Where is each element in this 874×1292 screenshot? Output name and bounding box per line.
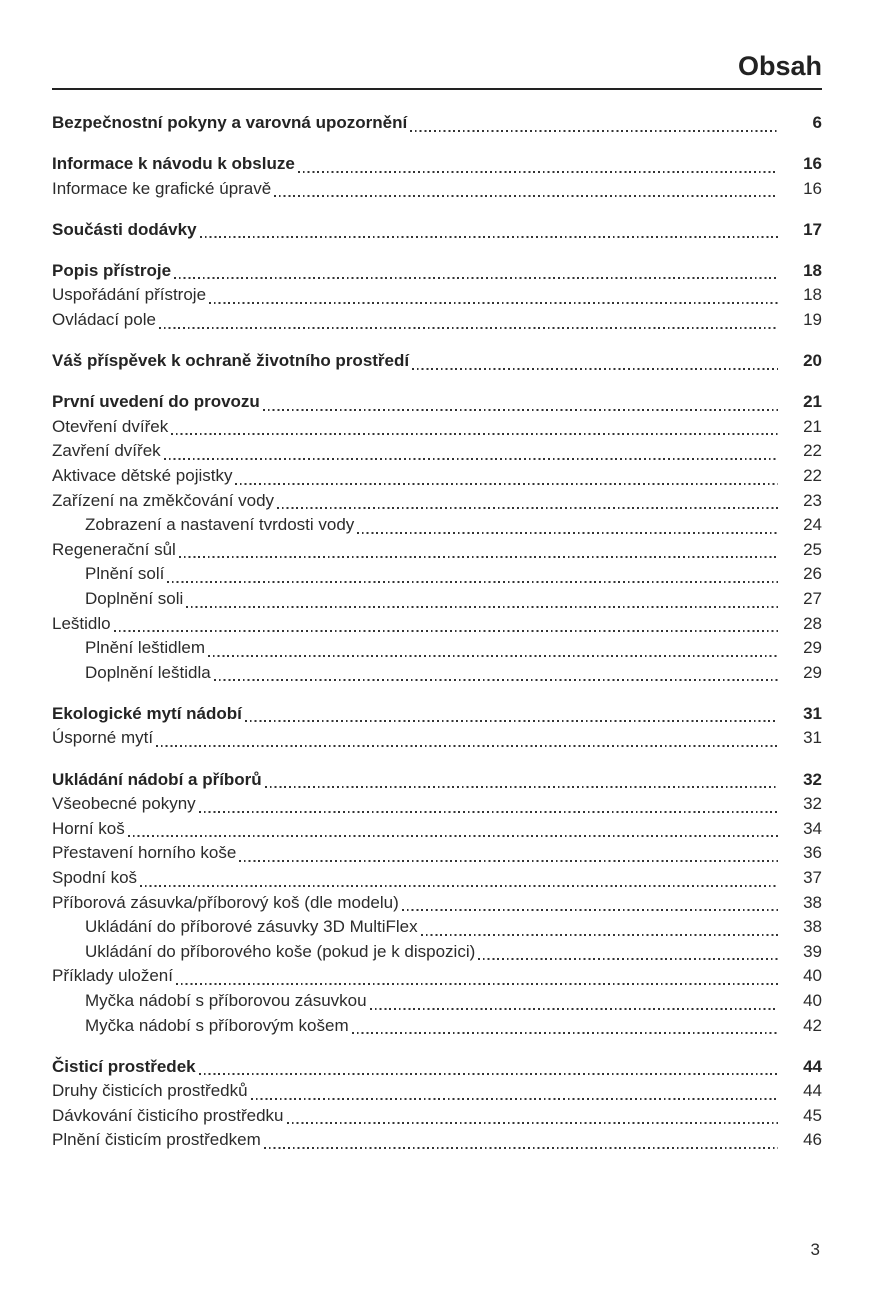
dot-leader [410, 130, 778, 132]
toc-entry-label: Zařízení na změkčování vody [52, 490, 275, 510]
toc-entry-label: Myčka nádobí s příborovou zásuvkou [85, 990, 367, 1010]
toc-entry-page: 18 [803, 260, 822, 280]
toc-entry-page: 40 [803, 990, 822, 1010]
page-content [0, 52, 874, 1153]
toc-group [52, 1055, 822, 1153]
toc-entry-label: Leštidlo [52, 613, 111, 633]
toc-row [52, 841, 822, 866]
toc-entry-label: Myčka nádobí s příborovým košem [85, 1015, 349, 1035]
toc-entry-label: Ukládání nádobí a příborů [52, 769, 262, 789]
toc-entry-page: 38 [803, 917, 822, 937]
toc-entry-label: Popis přístroje [52, 260, 172, 280]
dot-leader [357, 532, 778, 534]
toc-entry-label: Aktivace dětské pojistky [52, 466, 233, 486]
toc-entry-page: 46 [803, 1130, 822, 1150]
toc-entry-page: 18 [803, 285, 822, 305]
toc-entry-page: 29 [803, 638, 822, 658]
toc-entry-label: Informace ke grafické úpravě [52, 178, 272, 198]
toc-entry-page: 28 [803, 613, 822, 633]
toc-entry-label: Zavření dvířek [52, 441, 161, 461]
toc-entry-page: 21 [803, 416, 822, 436]
toc-row [52, 489, 822, 514]
toc-group [52, 218, 822, 243]
toc-group [52, 390, 822, 685]
toc-entry-label: Bezpečnostní pokyny a varovná upozornění [52, 113, 408, 132]
dot-leader [263, 409, 778, 411]
toc-entry-page: 45 [803, 1105, 822, 1125]
toc-entry-page: 20 [803, 351, 822, 371]
toc-entry-page: 32 [803, 794, 822, 814]
toc-row [52, 891, 822, 916]
toc-entry-page: 19 [803, 310, 822, 330]
dot-leader [186, 606, 778, 608]
document-header [52, 52, 822, 90]
toc-entry-label: Ukládání do příborové zásuvky 3D MultiFlex [85, 917, 418, 937]
toc-entry-page: 36 [803, 843, 822, 863]
toc-entry-label: Všeobecné pokyny [52, 794, 196, 814]
dot-leader [214, 679, 778, 681]
dot-leader [245, 720, 778, 722]
toc-entry-label: Plnění čisticím prostředkem [52, 1130, 261, 1150]
toc-row [52, 661, 822, 686]
toc-row [52, 1079, 822, 1104]
dot-leader [352, 1032, 778, 1034]
dot-leader [251, 1098, 778, 1100]
toc-entry-page: 22 [803, 466, 822, 486]
dot-leader [167, 581, 778, 583]
toc-row [52, 792, 822, 817]
toc-group [52, 349, 822, 374]
toc-row [52, 464, 822, 489]
dot-leader [128, 835, 778, 837]
toc-entry-page: 44 [803, 1081, 822, 1101]
toc-entry-page: 17 [803, 219, 822, 239]
dot-leader [274, 195, 778, 197]
dot-leader [156, 745, 778, 747]
toc-entry-page: 27 [803, 589, 822, 608]
toc-entry-label: Doplnění leštidla [85, 662, 211, 682]
toc-entry-page: 40 [803, 966, 822, 986]
toc-row [52, 308, 822, 333]
toc-entry-label: Plnění leštidlem [85, 638, 206, 658]
toc-row [52, 259, 822, 284]
dot-leader [114, 630, 778, 632]
dot-leader [478, 958, 778, 960]
toc-entry-label: Úsporné mytí [52, 728, 154, 748]
toc-entry-label: Dávkování čisticího prostředku [52, 1105, 284, 1125]
toc-entry-page: 44 [803, 1056, 822, 1076]
dot-leader [199, 811, 778, 813]
toc-row [52, 768, 822, 793]
toc-row [52, 964, 822, 989]
dot-leader [264, 1147, 778, 1149]
toc-group [52, 702, 822, 751]
table-of-contents [52, 111, 822, 1153]
toc-entry-page: 16 [803, 178, 822, 198]
toc-row [52, 562, 822, 587]
toc-row [52, 538, 822, 563]
toc-entry-page: 6 [812, 113, 822, 132]
dot-leader [179, 556, 778, 558]
toc-entry-label: Regenerační sůl [52, 539, 176, 559]
toc-row [52, 1128, 822, 1153]
dot-leader [265, 786, 778, 788]
toc-entry-page: 34 [803, 818, 822, 838]
toc-group [52, 768, 822, 1039]
title-divider [52, 88, 822, 90]
toc-row [52, 283, 822, 308]
toc-entry-page: 31 [803, 728, 822, 748]
dot-leader [164, 458, 778, 460]
toc-entry-page: 25 [803, 539, 822, 559]
toc-row [52, 415, 822, 440]
toc-row [52, 866, 822, 891]
toc-row [52, 218, 822, 243]
toc-row [52, 152, 822, 177]
toc-entry-label: Ukládání do příborového koše (pokud je k dispozici) [85, 941, 476, 961]
dot-leader [199, 1073, 778, 1075]
toc-entry-page: 38 [803, 892, 822, 912]
toc-entry-page: 16 [803, 154, 822, 174]
toc-entry-page: 26 [803, 564, 822, 584]
dot-leader [208, 655, 778, 657]
toc-row [52, 111, 822, 136]
dot-leader [402, 909, 778, 911]
toc-entry-page: 21 [803, 392, 822, 412]
toc-group [52, 152, 822, 201]
toc-row [52, 439, 822, 464]
toc-row [52, 702, 822, 727]
toc-entry-label: Uspořádání přístroje [52, 285, 207, 305]
toc-entry-label: Přestavení horního koše [52, 843, 237, 863]
toc-row [52, 989, 822, 1014]
dot-leader [277, 507, 778, 509]
toc-row [52, 587, 822, 612]
toc-entry-page: 24 [803, 515, 822, 535]
dot-leader [209, 302, 778, 304]
dot-leader [159, 327, 778, 329]
dot-leader [412, 368, 778, 370]
toc-entry-label: Zobrazení a nastavení tvrdosti vody [85, 515, 355, 535]
toc-row [52, 636, 822, 661]
toc-row [52, 513, 822, 538]
toc-entry-label: Součásti dodávky [52, 219, 197, 239]
toc-row [52, 1014, 822, 1039]
toc-entry-label: Druhy čisticích prostředků [52, 1081, 248, 1101]
toc-entry-label: Horní koš [52, 818, 125, 838]
toc-entry-label: Příklady uložení [52, 966, 173, 986]
dot-leader [421, 934, 778, 936]
dot-leader [171, 433, 778, 435]
toc-row [52, 612, 822, 637]
toc-entry-page: 31 [803, 703, 822, 723]
dot-leader [140, 885, 778, 887]
footer-page-number: 3 [810, 1240, 820, 1259]
toc-entry-page: 29 [803, 662, 822, 682]
toc-entry-page: 22 [803, 441, 822, 461]
dot-leader [200, 236, 778, 238]
toc-row [52, 390, 822, 415]
toc-entry-label: Spodní koš [52, 867, 138, 887]
toc-entry-label: Informace k návodu k obsluze [52, 154, 295, 174]
toc-row [52, 915, 822, 940]
dot-leader [176, 983, 778, 985]
toc-entry-label: Ovládací pole [52, 310, 156, 330]
toc-row [52, 817, 822, 842]
dot-leader [235, 483, 778, 485]
toc-group [52, 111, 822, 136]
toc-entry-label: Plnění solí [85, 564, 165, 584]
toc-row [52, 1104, 822, 1129]
toc-group [52, 259, 822, 333]
dot-leader [298, 171, 778, 173]
toc-entry-label: Příborová zásuvka/příborový koš (dle modelu) [52, 892, 399, 912]
toc-entry-page: 42 [803, 1015, 822, 1035]
toc-entry-page: 23 [803, 490, 822, 510]
toc-row [52, 726, 822, 751]
toc-entry-page: 37 [803, 867, 822, 887]
toc-row [52, 349, 822, 374]
dot-leader [370, 1008, 778, 1010]
toc-entry-label: Otevření dvířek [52, 416, 169, 436]
toc-entry-label: První uvedení do provozu [52, 392, 260, 412]
toc-row [52, 177, 822, 202]
toc-entry-page: 32 [803, 769, 822, 789]
page-title: Obsah [737, 51, 822, 81]
toc-entry-label: Ekologické mytí nádobí [52, 703, 242, 723]
dot-leader [174, 277, 778, 279]
toc-entry-label: Doplnění soli [85, 589, 184, 608]
toc-entry-page: 39 [803, 941, 822, 961]
dot-leader [239, 860, 778, 862]
toc-entry-label: Čisticí prostředek [52, 1056, 196, 1076]
dot-leader [287, 1122, 779, 1124]
toc-row [52, 1055, 822, 1080]
toc-entry-label: Váš příspěvek k ochraně životního prostředí [52, 351, 410, 371]
toc-row [52, 940, 822, 965]
